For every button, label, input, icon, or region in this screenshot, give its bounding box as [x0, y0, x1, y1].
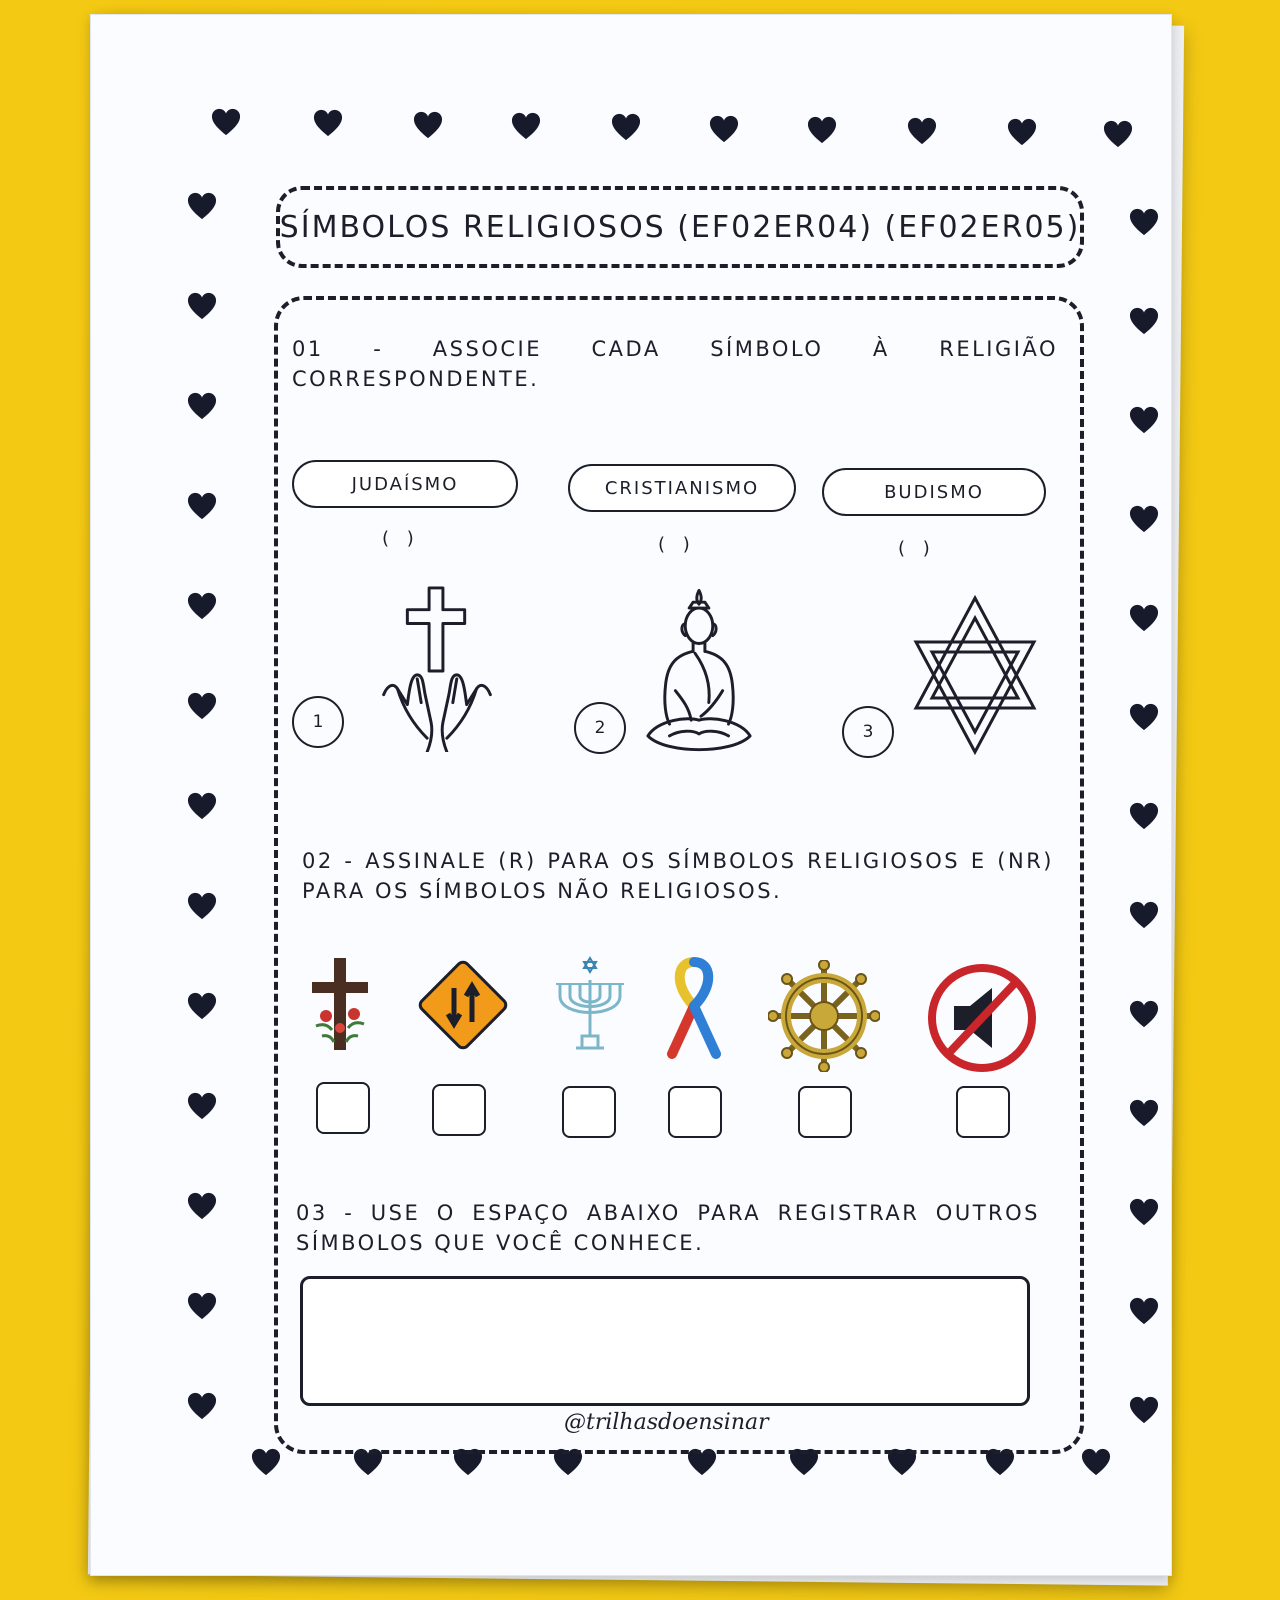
- symbol-number-1: 1: [292, 696, 344, 748]
- heart-icon: [1081, 1447, 1111, 1477]
- symbol-number-3: 3: [842, 706, 894, 758]
- heart-icon: [1129, 603, 1159, 633]
- answer-parentheses-2[interactable]: ( ): [658, 534, 696, 555]
- heart-icon: [1129, 801, 1159, 831]
- heart-icon: [1103, 119, 1133, 149]
- heart-icon: [187, 1091, 217, 1121]
- heart-icon: [187, 691, 217, 721]
- question-3-text: 03 - USE O ESPAÇO ABAIXO PARA REGISTRAR OUTROS SÍMBOLOS QUE VOCÊ CONHECE.: [296, 1201, 1040, 1255]
- heart-icon: [187, 1191, 217, 1221]
- heart-icon: [1129, 999, 1159, 1029]
- answer-box[interactable]: [300, 1276, 1030, 1406]
- heart-icon: [413, 110, 443, 140]
- star-of-david-icon: [910, 594, 1040, 756]
- title-box: [276, 186, 1084, 268]
- heart-icon: [251, 1447, 281, 1477]
- religion-pill-budismo: BUDISMO: [822, 468, 1046, 516]
- mute-sign-icon: [926, 962, 1038, 1074]
- heart-icon: [187, 391, 217, 421]
- heart-icon: [1129, 900, 1159, 930]
- heart-icon: [187, 891, 217, 921]
- religion-pill-judaismo: JUDAÍSMO: [292, 460, 518, 508]
- answer-parentheses-1[interactable]: ( ): [382, 528, 420, 549]
- religion-pill-cristianismo: CRISTIANISMO: [568, 464, 796, 512]
- heart-icon: [187, 1291, 217, 1321]
- buddha-icon: [640, 588, 758, 756]
- heart-icon: [187, 491, 217, 521]
- checkbox-menorah[interactable]: [562, 1086, 616, 1138]
- heart-icon: [1007, 117, 1037, 147]
- heart-icon: [1129, 1197, 1159, 1227]
- dharma-wheel-icon: [768, 960, 880, 1072]
- heart-icon: [313, 108, 343, 138]
- heart-icon: [1129, 207, 1159, 237]
- question-1-text: 01 - ASSOCIE CADA SÍMBOLO À RELIGIÃO CORRESPONDENTE.: [292, 337, 1058, 391]
- worksheet-title: SÍMBOLOS RELIGIOSOS (EF02ER04) (EF02ER05): [279, 209, 1081, 245]
- heart-icon: [907, 116, 937, 146]
- checkbox-dharma-wheel[interactable]: [798, 1086, 852, 1138]
- heart-icon: [187, 991, 217, 1021]
- heart-icon: [807, 115, 837, 145]
- heart-icon: [211, 107, 241, 137]
- heart-icon: [187, 191, 217, 221]
- heart-icon: [709, 114, 739, 144]
- checkbox-ribbon[interactable]: [668, 1086, 722, 1138]
- cross-praying-hands-icon: [376, 584, 498, 752]
- heart-icon: [1129, 1296, 1159, 1326]
- menorah-icon: [552, 956, 628, 1054]
- checkbox-flower-cross[interactable]: [316, 1082, 370, 1134]
- heart-icon: [511, 111, 541, 141]
- heart-icon: [1129, 405, 1159, 435]
- two-way-traffic-sign-icon: [418, 960, 508, 1050]
- heart-icon: [187, 591, 217, 621]
- heart-icon: [1129, 504, 1159, 534]
- heart-icon: [187, 791, 217, 821]
- heart-icon: [611, 112, 641, 142]
- heart-icon: [1129, 1395, 1159, 1425]
- checkbox-mute-sign[interactable]: [956, 1086, 1010, 1138]
- heart-icon: [1129, 306, 1159, 336]
- symbol-number-2: 2: [574, 702, 626, 754]
- answer-parentheses-3: ( ): [898, 538, 936, 559]
- heart-icon: [1129, 702, 1159, 732]
- heart-icon: [1129, 1098, 1159, 1128]
- heart-icon: [187, 1391, 217, 1421]
- author-handle: @trilhasdoensinar: [564, 1410, 769, 1435]
- flower-cross-icon: [310, 956, 370, 1052]
- question-2-text: 02 - ASSINALE (R) PARA OS SÍMBOLOS RELIGIOSOS E (NR) PARA OS SÍMBOLOS NÃO RELIGIOSOS.: [302, 849, 1054, 903]
- heart-icon: [187, 291, 217, 321]
- awareness-ribbon-icon: [664, 956, 724, 1060]
- checkbox-traffic-sign[interactable]: [432, 1084, 486, 1136]
